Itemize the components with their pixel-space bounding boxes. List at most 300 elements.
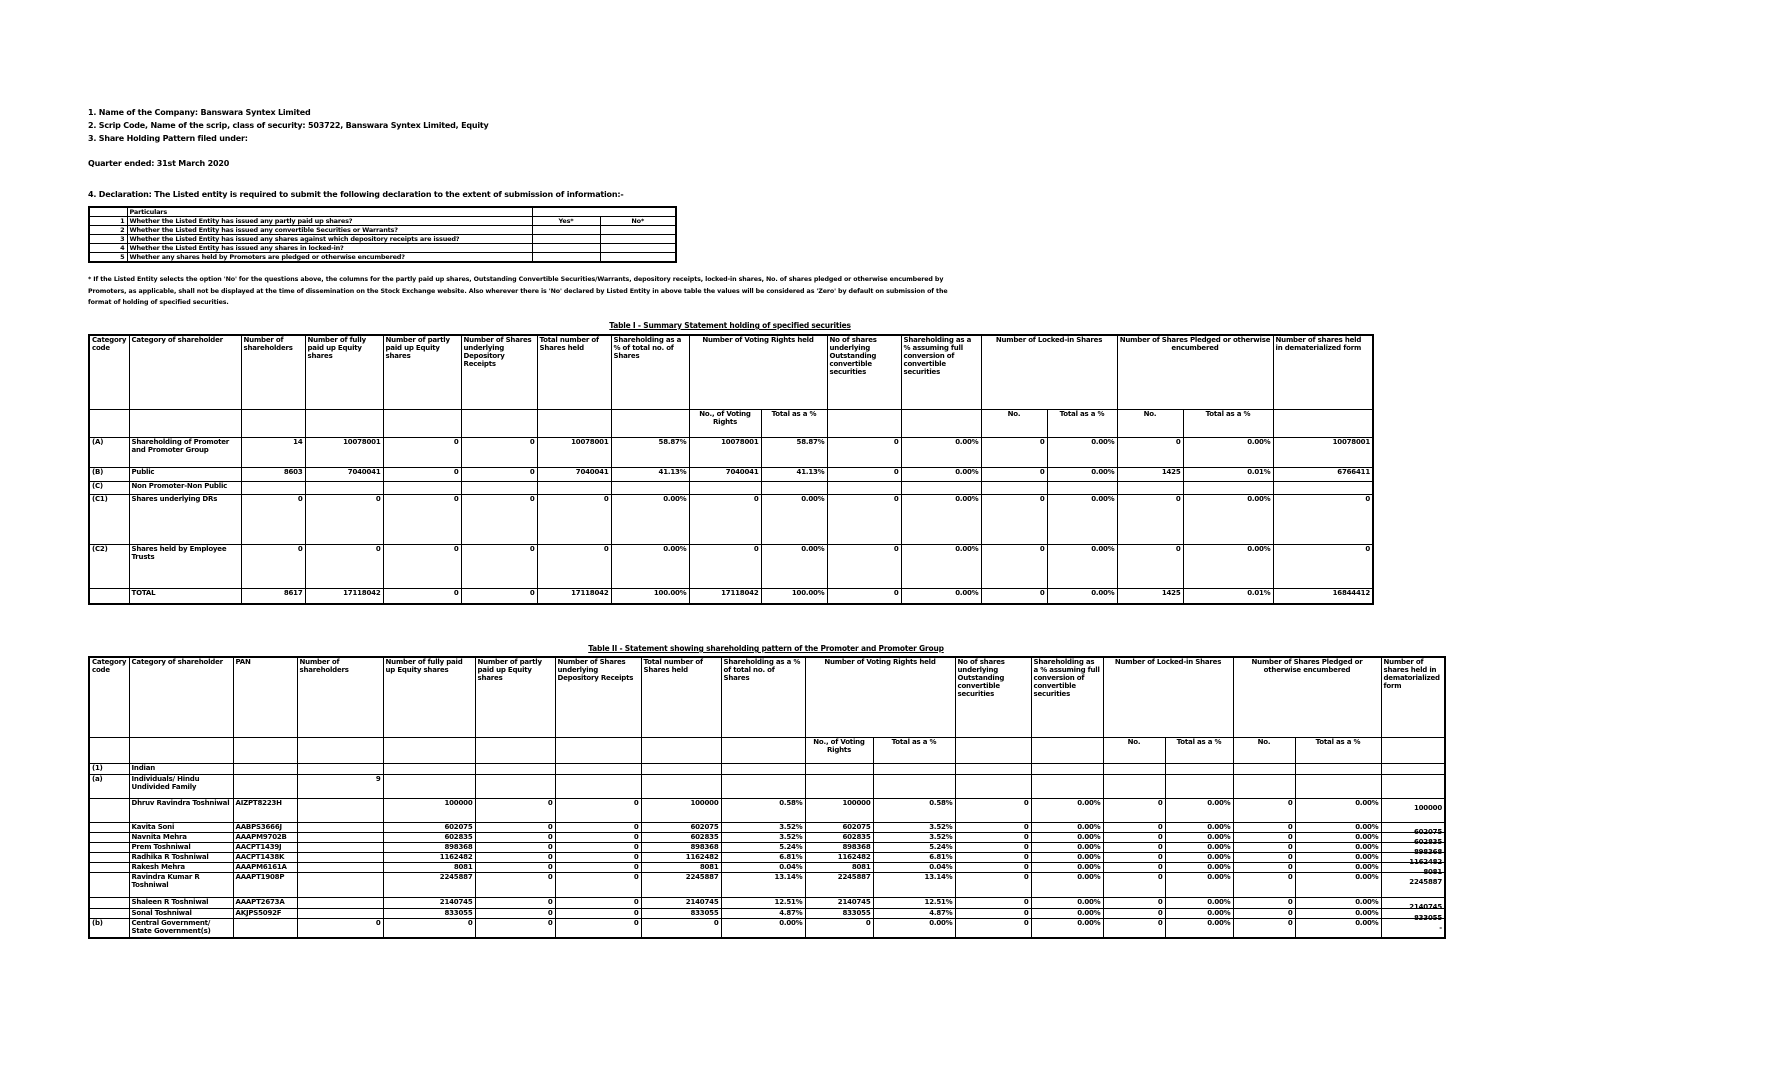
table-cell: [1165, 774, 1233, 798]
column-header: Number of Voting Rights held: [805, 657, 955, 737]
table-cell: 8617: [241, 588, 305, 604]
table-cell: [297, 908, 383, 918]
table-cell: 0.00%: [611, 494, 689, 544]
table-cell: [475, 774, 555, 798]
table-cell: [89, 842, 129, 852]
column-header: Number of shareholders: [241, 335, 305, 409]
table-cell: [532, 244, 600, 253]
table-cell: 16844412: [1273, 588, 1373, 604]
table-cell: 0: [955, 862, 1031, 872]
table-cell: 14: [241, 437, 305, 467]
table-cell: 0: [1233, 852, 1295, 862]
table-cell: 10078001: [305, 437, 383, 467]
table-row: [89, 832, 1445, 842]
table-cell: 0: [555, 897, 641, 908]
table-cell: [297, 862, 383, 872]
table-cell: (C1): [89, 494, 129, 544]
table-cell: 0: [981, 588, 1047, 604]
column-subheader: [721, 737, 805, 763]
table-cell: 2245887: [383, 872, 475, 897]
table-cell: Prem Toshniwal: [129, 842, 233, 852]
column-header: Number of fully paid up Equity shares: [305, 335, 383, 409]
table-cell: Navnita Mehra: [129, 832, 233, 842]
table-cell: [1381, 763, 1445, 774]
table-cell: 100000: [641, 798, 721, 822]
table-cell: [532, 253, 600, 263]
table-cell: 0: [641, 918, 721, 938]
table-cell: Shares underlying DRs: [129, 494, 241, 544]
table-cell: [89, 862, 129, 872]
table-cell: [383, 481, 461, 494]
table-cell: 833055: [805, 908, 873, 918]
table-cell: 0.58%: [721, 798, 805, 822]
footnote-line: * If the Listed Entity selects the option 'No' for the questions above, the columns for the partly paid up shares, Outstanding Convertible Securities/Warrants, depository receipts, locked-in shares, No. of shares pledged or otherwise encumbered by: [88, 276, 944, 283]
table-cell: [305, 481, 383, 494]
table-cell: 602075: [383, 822, 475, 832]
table-cell: 0.00%: [1031, 908, 1103, 918]
table-cell: 0: [1233, 862, 1295, 872]
table-cell: 0: [955, 842, 1031, 852]
table-row: [89, 908, 1445, 918]
table-cell: 898368: [641, 842, 721, 852]
table-cell: (A): [89, 437, 129, 467]
table-cell: 0: [241, 544, 305, 588]
table-cell: 0.00%: [901, 544, 981, 588]
table-cell: 3.52%: [873, 822, 955, 832]
table-row: [89, 872, 1445, 897]
table-cell: 0: [537, 494, 611, 544]
table-cell: [89, 822, 129, 832]
table-cell: 0.04%: [873, 862, 955, 872]
table-cell: 0: [1117, 494, 1183, 544]
table-cell: Shareholding of Promoter and Promoter Group: [129, 437, 241, 467]
table-cell: 0: [827, 437, 901, 467]
declaration-footnote: [88, 274, 1333, 309]
table-cell: AAAPT2673A: [233, 897, 297, 908]
table-cell: 0.00%: [1031, 822, 1103, 832]
table-row: [89, 862, 1445, 872]
table-cell: 0: [1117, 544, 1183, 588]
column-subheader: No.: [1117, 409, 1183, 437]
table-cell: 0: [981, 544, 1047, 588]
table-cell: Yes*: [532, 217, 600, 226]
table-cell: 58.87%: [611, 437, 689, 467]
table-cell: 0.58%: [873, 798, 955, 822]
table-cell: 0: [827, 467, 901, 481]
demat-value: 602075: [1413, 827, 1442, 836]
table-cell: 1162482: [641, 852, 721, 862]
column-header: Number of Shares Pledged or otherwise encumbered: [1117, 335, 1273, 409]
table-cell: 898368: [805, 842, 873, 852]
table-cell: [89, 852, 129, 862]
table-cell: [955, 763, 1031, 774]
table-cell: 0.00%: [1031, 862, 1103, 872]
table-cell: [89, 872, 129, 897]
table-row: [89, 774, 1445, 798]
table-cell: 0: [383, 467, 461, 481]
table-cell: 0.00%: [1047, 588, 1117, 604]
table-cell: 0.00%: [1047, 494, 1117, 544]
table-cell: 0: [827, 494, 901, 544]
table-cell: 0: [1103, 842, 1165, 852]
table-cell: 0: [955, 908, 1031, 918]
table-cell: [537, 481, 611, 494]
table-cell: 0: [383, 588, 461, 604]
table-cell: 0.00%: [1295, 822, 1381, 832]
table-cell: 833055: [641, 908, 721, 918]
column-header: [532, 207, 676, 217]
table-cell: [600, 244, 676, 253]
table-cell: 0: [955, 822, 1031, 832]
table-cell: 0: [1103, 798, 1165, 822]
table-cell: [1165, 763, 1233, 774]
table2-title: Table II - Statement showing shareholding pattern of the Promoter and Promoter Group: [588, 644, 944, 653]
table-cell: 0.00%: [1183, 437, 1273, 467]
table-row: [89, 822, 1445, 832]
table-cell: 10078001: [537, 437, 611, 467]
column-header: Number of shareholders: [297, 657, 383, 737]
table-cell: [600, 226, 676, 235]
footnote-line: format of holding of specified securities.: [88, 299, 229, 306]
table-cell: Whether the Listed Entity has issued any shares in locked-in?: [127, 244, 532, 253]
table-cell: [1031, 763, 1103, 774]
column-subheader: [89, 409, 129, 437]
table-cell: 8081: [383, 862, 475, 872]
column-subheader: Total as a %: [1183, 409, 1273, 437]
table-cell: 0.00%: [1183, 544, 1273, 588]
table-cell: [981, 481, 1047, 494]
table-cell: [89, 908, 129, 918]
table-cell: 0.04%: [721, 862, 805, 872]
table-cell: [721, 763, 805, 774]
demat-value: 898368: [1413, 847, 1442, 856]
table-cell: 0: [555, 832, 641, 842]
table-row: [89, 226, 676, 235]
table-cell: [89, 798, 129, 822]
table-cell: AAAPM9702B: [233, 832, 297, 842]
table-cell: TOTAL: [129, 588, 241, 604]
table-cell: 602075: [641, 822, 721, 832]
table-cell: [383, 763, 475, 774]
table-cell: 2245887: [805, 872, 873, 897]
table-row: [89, 235, 676, 244]
table-cell: 1425: [1117, 588, 1183, 604]
column-subheader: Total as a %: [873, 737, 955, 763]
table-cell: Public: [129, 467, 241, 481]
table-cell: [532, 235, 600, 244]
table-cell: [233, 918, 297, 938]
table-cell: (a): [89, 774, 129, 798]
table-cell: [600, 235, 676, 244]
table-cell: 58.87%: [761, 437, 827, 467]
table-cell: 0: [1103, 852, 1165, 862]
table-cell: [1233, 774, 1295, 798]
demat-value: 100000: [1413, 803, 1442, 812]
table-cell: [461, 481, 537, 494]
table-cell: 0: [475, 798, 555, 822]
table-cell: 0.00%: [721, 918, 805, 938]
table-cell: 0: [1233, 832, 1295, 842]
table-cell: 0.00%: [1031, 832, 1103, 842]
table-cell: 0: [475, 862, 555, 872]
table-cell: [805, 774, 873, 798]
table-cell: 0.01%: [1183, 588, 1273, 604]
column-subheader: [297, 737, 383, 763]
table-cell: 0.00%: [901, 437, 981, 467]
table-cell: [297, 842, 383, 852]
table-cell: 0: [689, 494, 761, 544]
column-header: Total number of Shares held: [641, 657, 721, 737]
column-subheader: [901, 409, 981, 437]
column-header: Shareholding as a % assuming full conversion of convertible securities: [1031, 657, 1103, 737]
table-cell: 7040041: [689, 467, 761, 481]
column-subheader: [611, 409, 689, 437]
column-subheader: [305, 409, 383, 437]
column-header: Number of shares held in dematerialized form: [1273, 335, 1373, 409]
table-cell: 0: [1273, 494, 1373, 544]
table-cell: 8081: [805, 862, 873, 872]
column-header: No of shares underlying Outstanding convertible securities: [955, 657, 1031, 737]
table-cell: AAAPT1908P: [233, 872, 297, 897]
table-cell: 0: [475, 822, 555, 832]
table-cell: [901, 481, 981, 494]
table-cell: 4.87%: [721, 908, 805, 918]
table-cell: [297, 872, 383, 897]
table-cell: [611, 481, 689, 494]
table-cell: AACPT1438K: [233, 852, 297, 862]
table-cell: 1162482: [805, 852, 873, 862]
column-subheader: [955, 737, 1031, 763]
table-cell: [873, 763, 955, 774]
table-cell: 0.00%: [1031, 852, 1103, 862]
column-subheader: [129, 737, 233, 763]
column-subheader: [383, 737, 475, 763]
table-cell: AAAPM6161A: [233, 862, 297, 872]
table-cell: [297, 897, 383, 908]
table-cell: 10078001: [689, 437, 761, 467]
table-cell: 0: [1103, 918, 1165, 938]
table-cell: 0: [827, 588, 901, 604]
demat-value: 2245887: [1409, 877, 1442, 886]
table-cell: 0.00%: [611, 544, 689, 588]
table-cell: 0.00%: [1295, 862, 1381, 872]
table-cell: 7040041: [537, 467, 611, 481]
scrip-code-line: 2. Scrip Code, Name of the scrip, class of security: 503722, Banswara Syntex Limited, Equity: [88, 121, 489, 130]
table-cell: 3.52%: [721, 832, 805, 842]
column-subheader: [555, 737, 641, 763]
table-row: [89, 852, 1445, 862]
table-cell: 0.00%: [1295, 842, 1381, 852]
table-cell: 898368: [383, 842, 475, 852]
table-cell: [1047, 481, 1117, 494]
demat-value: 602835: [1413, 837, 1442, 846]
table-cell: 0.00%: [1165, 918, 1233, 938]
column-subheader: No., of Voting Rights: [805, 737, 873, 763]
table-cell: 0.00%: [1183, 494, 1273, 544]
table-cell: 2140745: [805, 897, 873, 908]
column-subheader: Total as a %: [1047, 409, 1117, 437]
company-header: [88, 106, 489, 145]
table-row: [89, 409, 1373, 437]
table-row: [89, 217, 676, 226]
table-cell: 1425: [1117, 467, 1183, 481]
table-cell: 0: [1117, 437, 1183, 467]
table-cell: 0.00%: [1165, 862, 1233, 872]
table-cell: [297, 832, 383, 842]
table-cell: [1381, 897, 1445, 911]
table-cell: 0: [383, 437, 461, 467]
table-cell: [233, 763, 297, 774]
table-cell: Sonal Toshniwal: [129, 908, 233, 918]
table-row: [89, 897, 1445, 908]
table-cell: 0: [461, 494, 537, 544]
table-cell: 10078001: [1273, 437, 1373, 467]
table-cell: 0: [1233, 872, 1295, 897]
table-cell: 0.00%: [1295, 872, 1381, 897]
table-cell: 0: [1103, 897, 1165, 908]
table-cell: 12.51%: [873, 897, 955, 908]
table-cell: AACPT1439J: [233, 842, 297, 852]
table-row: [89, 335, 1373, 409]
table-cell: [1103, 774, 1165, 798]
table-row: [89, 481, 1373, 494]
table-cell: 2140745: [641, 897, 721, 908]
table-cell: [233, 774, 297, 798]
column-subheader: [1381, 737, 1445, 763]
table-cell: 0.00%: [1165, 897, 1233, 908]
demat-value: -: [1439, 923, 1442, 932]
column-subheader: No., of Voting Rights: [689, 409, 761, 437]
table-cell: [873, 774, 955, 798]
table-cell: 0.00%: [1031, 798, 1103, 822]
column-subheader: [233, 737, 297, 763]
demat-value: 2140745: [1409, 902, 1442, 911]
column-header: Shareholding as a % of total no. of Shares: [611, 335, 689, 409]
table-cell: [1295, 763, 1381, 774]
column-header: Number of Shares underlying Depository Receipts: [461, 335, 537, 409]
table-cell: 0: [475, 852, 555, 862]
table-cell: 8603: [241, 467, 305, 481]
column-subheader: [827, 409, 901, 437]
table-cell: Whether the Listed Entity has issued any partly paid up shares?: [127, 217, 532, 226]
table-cell: 0: [475, 832, 555, 842]
table-row: [89, 207, 676, 217]
table-cell: 0: [475, 908, 555, 918]
table-row: [89, 763, 1445, 774]
table-cell: [721, 774, 805, 798]
table-cell: 0: [1273, 544, 1373, 588]
table-cell: 0: [1103, 862, 1165, 872]
column-header: Shareholding as a % assuming full conversion of convertible securities: [901, 335, 981, 409]
footnote-line: Promoters, as applicable, shall not be displayed at the time of dissemination on the Stock Exchange website. Also wherever there is 'No' declared by Listed Entity in above table the values will be considered as 'Zero' by default on submission of the: [88, 287, 948, 295]
table-cell: 602835: [383, 832, 475, 842]
column-subheader: Total as a %: [1165, 737, 1233, 763]
column-subheader: [461, 409, 537, 437]
table-cell: 0: [475, 897, 555, 908]
table-cell: 0: [689, 544, 761, 588]
table-cell: 0: [461, 437, 537, 467]
table-cell: 0: [305, 544, 383, 588]
table-cell: (1): [89, 763, 129, 774]
column-header: Number of partly paid up Equity shares: [475, 657, 555, 737]
table-cell: 602075: [805, 822, 873, 832]
table-cell: 6.81%: [873, 852, 955, 862]
table-cell: 4.87%: [873, 908, 955, 918]
demat-value: 833055: [1413, 913, 1442, 922]
table-cell: 0: [461, 588, 537, 604]
table-row: [89, 918, 1445, 938]
table-cell: Whether the Listed Entity has issued any shares against which depository receipts are issued?: [127, 235, 532, 244]
table-cell: 0.00%: [761, 544, 827, 588]
table-cell: 100000: [805, 798, 873, 822]
table-cell: [89, 832, 129, 842]
demat-value: 1162482: [1409, 857, 1442, 866]
table-cell: Kavita Soni: [129, 822, 233, 832]
column-subheader: No.: [981, 409, 1047, 437]
table-cell: Whether any shares held by Promoters are pledged or otherwise encumbered?: [127, 253, 532, 263]
table-cell: 0: [1233, 908, 1295, 918]
table-cell: 0: [305, 494, 383, 544]
table-cell: 0: [475, 872, 555, 897]
declaration-table: [88, 206, 677, 263]
table-cell: 0: [555, 908, 641, 918]
table-cell: 0.00%: [1165, 832, 1233, 842]
column-header: Category code: [89, 657, 129, 737]
table-cell: 0: [555, 918, 641, 938]
table-cell: 0.00%: [1031, 918, 1103, 938]
table-cell: 0: [1233, 918, 1295, 938]
table-cell: 0.00%: [1165, 852, 1233, 862]
table-cell: [1233, 763, 1295, 774]
column-header: Category of shareholder: [129, 335, 241, 409]
table-cell: [955, 774, 1031, 798]
table-cell: [297, 852, 383, 862]
table-cell: [383, 774, 475, 798]
table-cell: 0: [383, 918, 475, 938]
column-subheader: [241, 409, 305, 437]
table-cell: [532, 226, 600, 235]
table-cell: Central Government/ State Government(s): [129, 918, 233, 938]
promoter-shareholding-table: [88, 656, 1446, 939]
table-cell: (C2): [89, 544, 129, 588]
table-cell: AIZPT8223H: [233, 798, 297, 822]
table-cell: 0: [955, 918, 1031, 938]
table-cell: 0: [297, 918, 383, 938]
table-cell: 100.00%: [761, 588, 827, 604]
table-cell: 1: [89, 217, 127, 226]
table-cell: Indian: [129, 763, 233, 774]
table-cell: 0: [1103, 822, 1165, 832]
table-cell: 0.00%: [1031, 897, 1103, 908]
table-cell: 0: [555, 842, 641, 852]
table-cell: 17118042: [689, 588, 761, 604]
table-cell: 0.00%: [1047, 437, 1117, 467]
column-header: Number of Locked-in Shares: [1103, 657, 1233, 737]
column-subheader: [89, 737, 129, 763]
table-cell: 0: [1233, 798, 1295, 822]
table-row: [89, 798, 1445, 822]
summary-statement-table: [88, 334, 1374, 605]
table-cell: 0.00%: [1165, 872, 1233, 897]
table-cell: 0: [555, 862, 641, 872]
table-cell: 602835: [641, 832, 721, 842]
table-cell: Non Promoter-Non Public: [129, 481, 241, 494]
column-header: Total number of Shares held: [537, 335, 611, 409]
table-row: [89, 467, 1373, 481]
table-cell: 41.13%: [761, 467, 827, 481]
table-cell: [475, 763, 555, 774]
table-cell: 4: [89, 244, 127, 253]
